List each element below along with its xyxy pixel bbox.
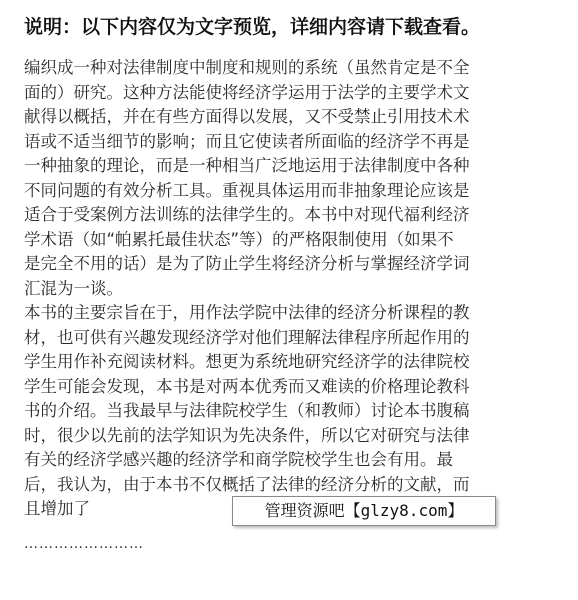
text-line: 面的）研究。这种方法能使将经济学运用于法学的主要学术文 [24, 82, 470, 102]
text-line: 不同问题的有效分析工具。重视具体运用而非抽象理论应该是 [24, 180, 470, 200]
text-line: 学生用作补充阅读材料。想更为系统地研究经济学的法律院校 [24, 352, 470, 371]
text-line: 一种抽象的理论，而是一种相当广泛地运用于法律制度中各种 [24, 156, 470, 175]
text-line: 汇混为一谈。 [24, 278, 123, 298]
text-line: 是完全不用的话）是为了防止学生将经济分析与掌握经济学词 [24, 254, 470, 273]
text-line: 后，我认为，由于本书不仅概括了法律的经济分析的文献，而 [24, 474, 470, 494]
preview-notice: 说明：以下内容仅为文字预览，详细内容请下载查看。 [24, 16, 481, 38]
text-line: 材，也可供有兴趣发现经济学对他们理解法律程序所起作用的 [24, 327, 470, 347]
text-line: 适合于受案例方法训练的法律学生的。本书中对现代福利经济 [24, 205, 470, 224]
document-body [24, 56, 554, 522]
watermark-banner: 管理资源吧【glzy8.com】 [232, 496, 496, 526]
text-line: 本书的主要宗旨在于，用作法学院中法律的经济分析课程的教 [24, 303, 470, 322]
text-line: 编织成一种对法律制度中制度和规则的系统（虽然肯定是不全 [24, 58, 470, 77]
text-line: 且增加了 [24, 499, 90, 518]
text-line: 有关的经济学感兴趣的经济学和商学院校学生也会有用。最 [24, 450, 453, 469]
text-line: 书的介绍。当我最早与法律院校学生（和教师）讨论本书腹稿 [24, 401, 470, 420]
text-line: 语或不适当细节的影响；而且它使读者所面临的经济学不再是 [24, 131, 470, 151]
text-line: 时，很少以先前的法学知识为先决条件，所以它对研究与法律 [24, 425, 470, 445]
ellipsis: …………………… [24, 536, 144, 552]
text-line: 学生可能会发现，本书是对两本优秀而又难读的价格理论教科 [24, 376, 470, 396]
text-line: 献得以概括，并在有些方面得以发展，又不受禁止引用技术术 [24, 107, 470, 126]
text-line: 学术语（如“帕累托最佳状态”等）的严格限制使用（如果不 [24, 229, 454, 249]
